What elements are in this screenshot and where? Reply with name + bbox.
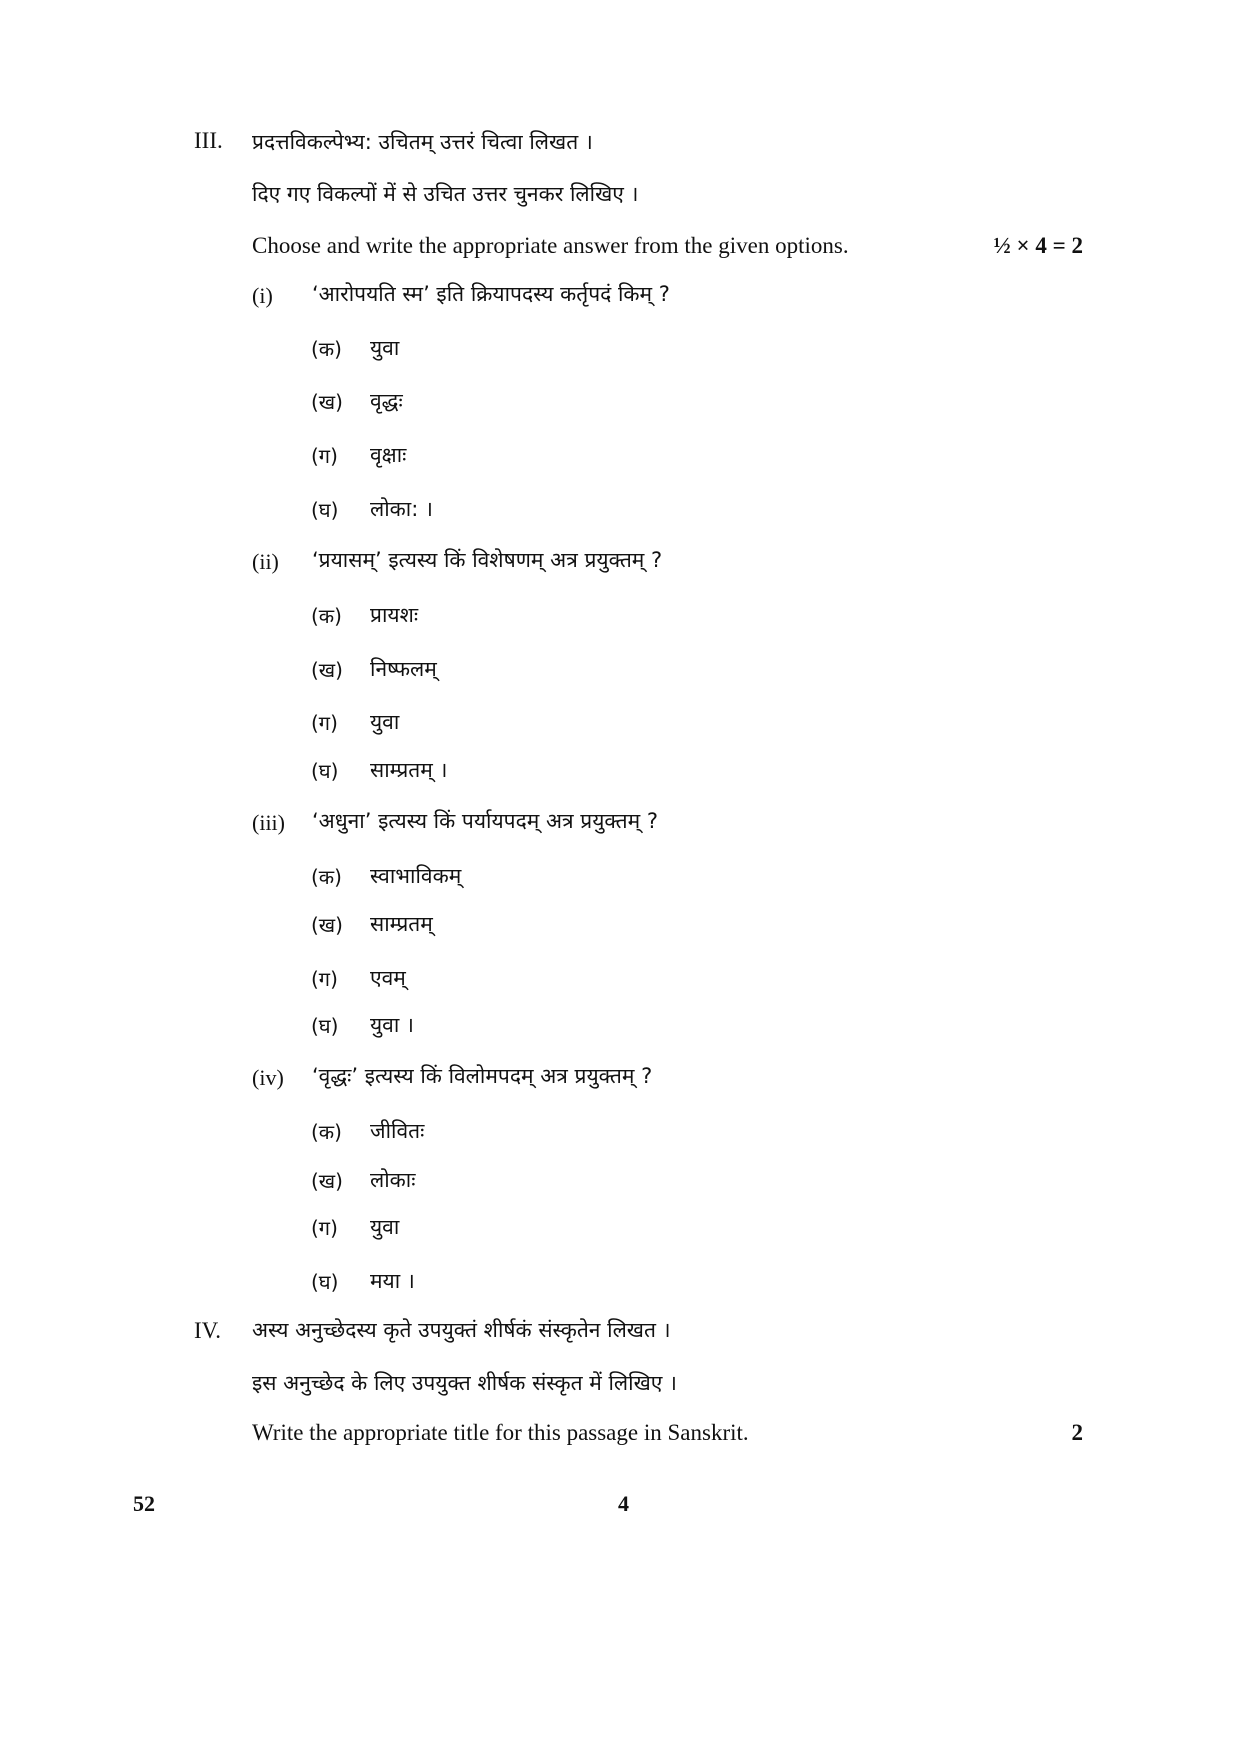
option-text: युवा । [370, 1013, 414, 1037]
hindi-instruction: इस अनुच्छेद के लिए उपयुक्त शीर्षक संस्कृत में लिखिए । [252, 1371, 678, 1395]
option-text: वृद्धः [370, 389, 403, 413]
sanskrit-instruction: अस्य अनुच्छेदस्य कृते उपयुक्तं शीर्षकं संस्कृतेन लिखत । [252, 1318, 671, 1342]
question-paper-code: 52 [133, 1491, 155, 1516]
english-instruction: Choose and write the appropriate answer from the given options. [252, 233, 849, 258]
section-numeral: III. [194, 128, 223, 153]
option-text: स्वाभाविकम् [370, 864, 462, 888]
page-number: 4 [618, 1491, 629, 1516]
option-label: (घ) [311, 498, 339, 522]
section-numeral: IV. [194, 1318, 222, 1343]
option-text: एवम् [370, 966, 406, 990]
option-label: (ग) [311, 1216, 338, 1240]
option-label: (क) [311, 1120, 342, 1144]
option-label: (घ) [311, 1014, 339, 1038]
marks-label: 2 [1071, 1420, 1083, 1445]
question-text: ‘प्रयासम्’ इत्यस्य किं विशेषणम् अत्र प्रयुक्तम् ? [312, 548, 663, 572]
option-label: (ख) [311, 658, 343, 682]
option-text: लोका: । [370, 497, 433, 521]
option-label: (क) [311, 865, 342, 889]
question-text: ‘अधुना’ इत्यस्य किं पर्यायपदम् अत्र प्रयुक्तम् ? [312, 809, 659, 833]
option-label: (घ) [311, 1270, 339, 1294]
option-label: (ग) [311, 444, 338, 468]
question-text: ‘आरोपयति स्म’ इति क्रियापदस्य कर्तृपदं किम् ? [312, 282, 670, 306]
option-text: वृक्षाः [370, 443, 407, 467]
marks-label: ½ × 4 = 2 [993, 233, 1083, 258]
option-text: प्रायशः [370, 603, 419, 627]
option-text: जीवितः [370, 1119, 425, 1143]
option-label: (ख) [311, 390, 343, 414]
option-text: युवा [370, 1215, 400, 1239]
option-text: साम्प्रतम् [370, 912, 433, 936]
option-text: साम्प्रतम् । [370, 758, 448, 782]
option-label: (घ) [311, 759, 339, 783]
english-instruction: Write the appropriate title for this passage in Sanskrit. [252, 1420, 749, 1445]
option-text: लोकाः [370, 1168, 416, 1192]
option-label: (ग) [311, 711, 338, 735]
option-label: (ख) [311, 1169, 343, 1193]
sanskrit-instruction: प्रदत्तविकल्पेभ्य: उचितम् उत्तरं चित्वा लिखत । [252, 130, 593, 154]
option-text: निष्फलम् [370, 657, 437, 681]
question-text: ‘वृद्धः’ इत्यस्य किं विलोमपदम् अत्र प्रयुक्तम् ? [312, 1064, 653, 1088]
question-number: (ii) [252, 549, 279, 574]
option-label: (ग) [311, 967, 338, 991]
option-text: युवा [370, 710, 400, 734]
hindi-instruction: दिए गए विकल्पों में से उचित उत्तर चुनकर लिखिए । [252, 182, 639, 206]
question-number: (iii) [252, 810, 285, 835]
option-label: (क) [311, 604, 342, 628]
option-label: (क) [311, 337, 342, 361]
option-text: युवा [370, 336, 400, 360]
option-text: मया । [370, 1269, 415, 1293]
question-number: (iv) [252, 1065, 284, 1090]
option-label: (ख) [311, 913, 343, 937]
question-number: (i) [252, 283, 273, 308]
